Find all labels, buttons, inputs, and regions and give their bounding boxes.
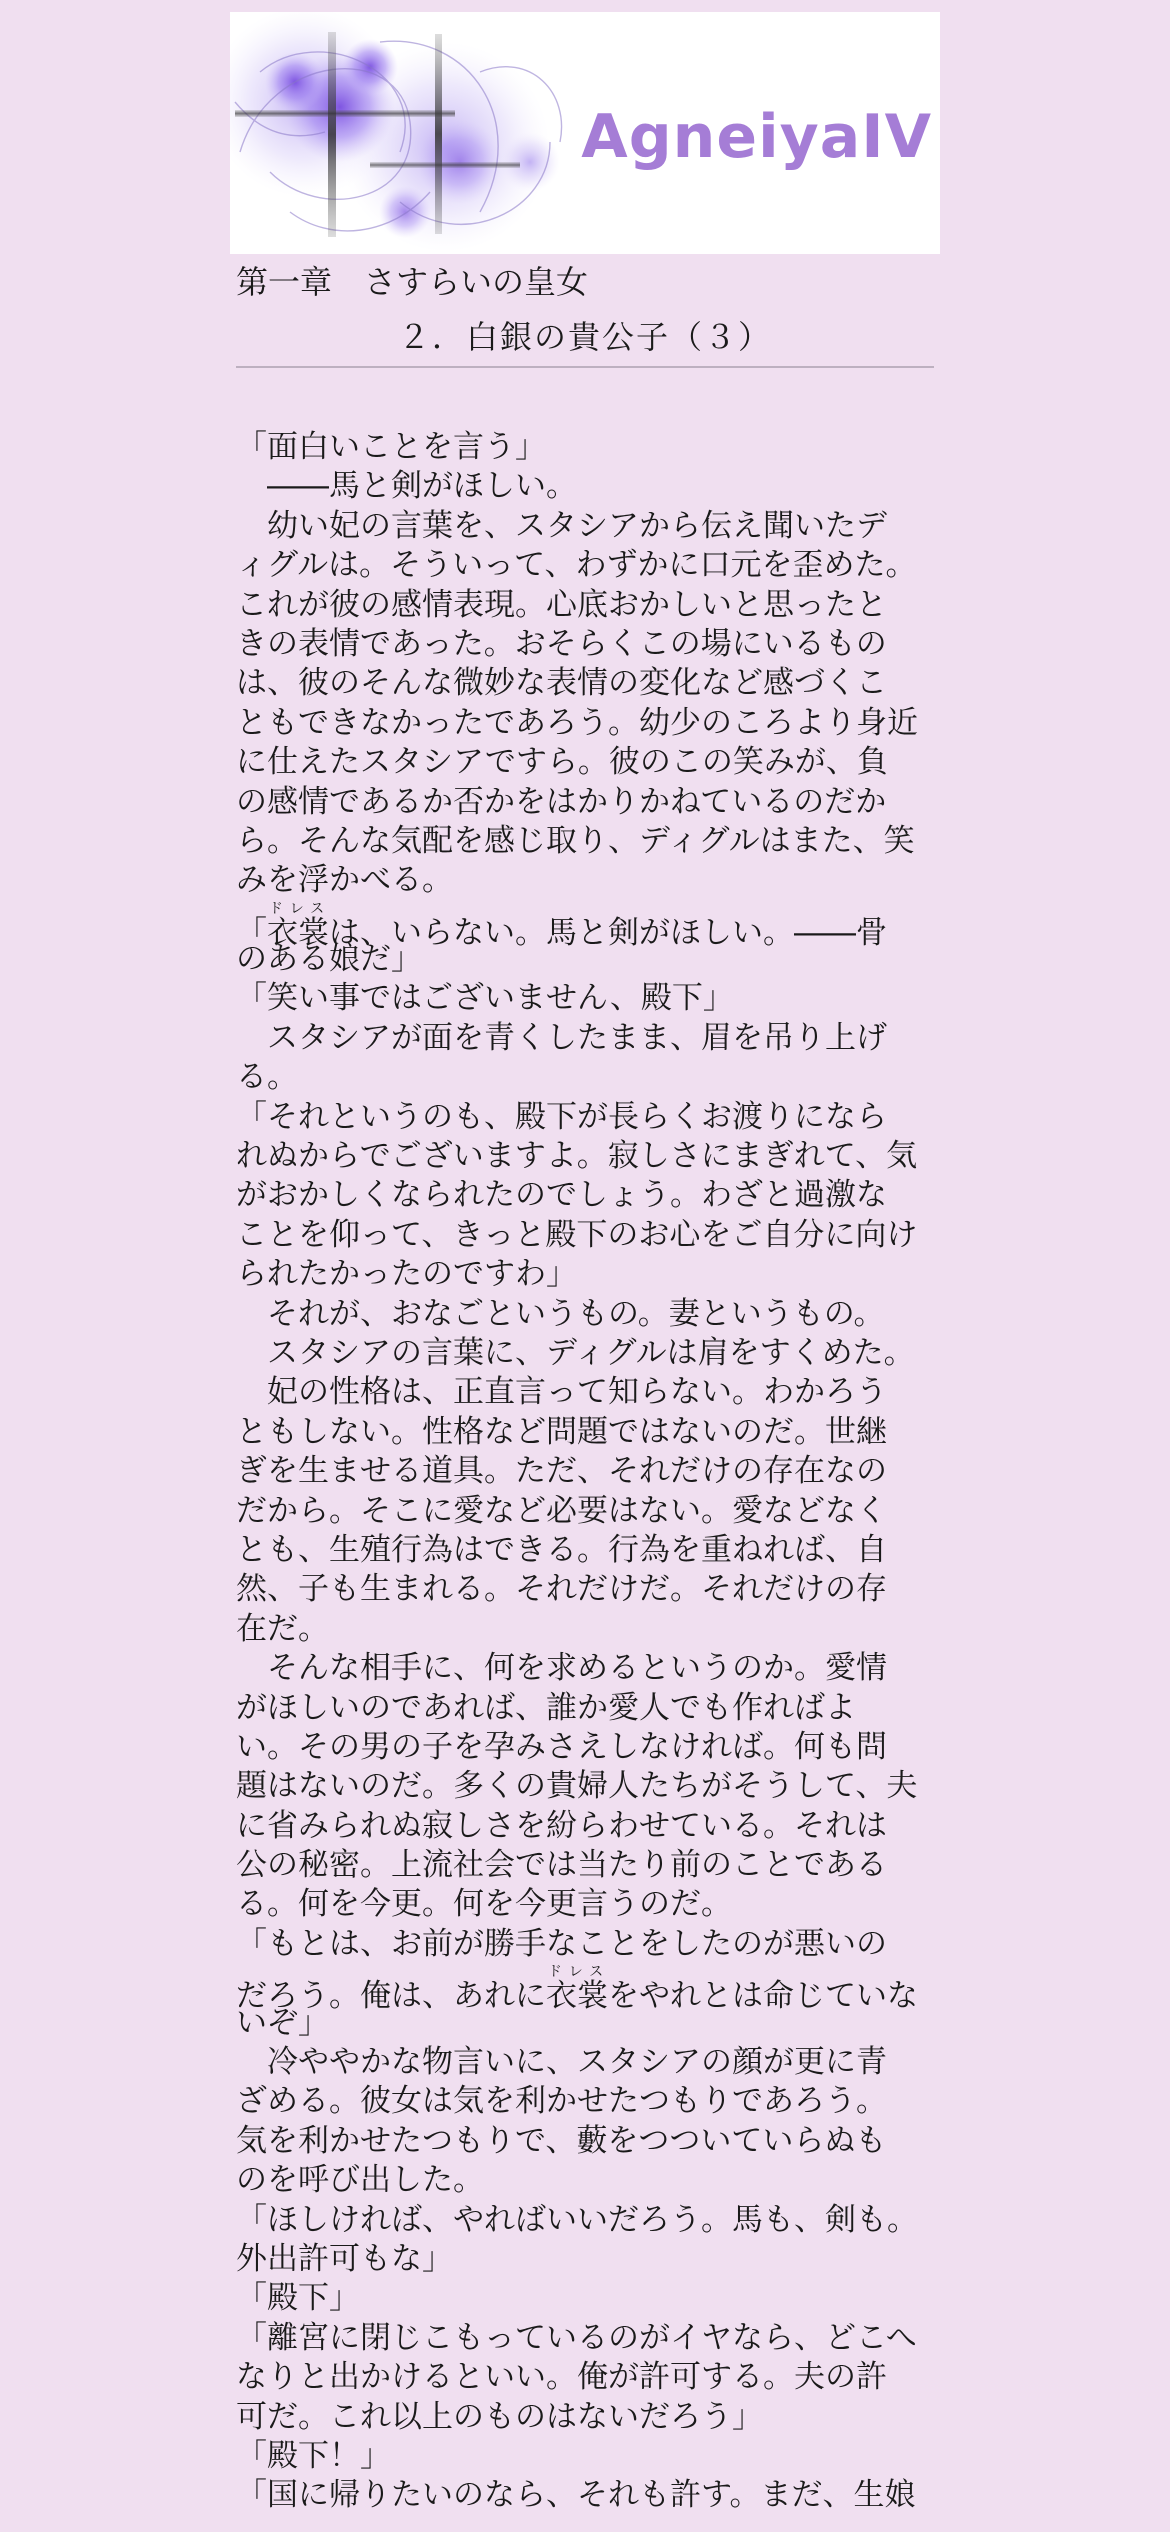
text-line: ともできなかったであろう。幼少のころより身近 [236,704,918,741]
text-line: 「離宮に閉じこもっているのがイヤなら、どこへ [236,2319,917,2356]
text-line: これが彼の感情表現。心底おかしいと思ったと [236,586,887,623]
ruby-word: 衣裳ドレス [546,1964,608,2015]
text-line: 「殿下」 [236,2280,360,2317]
novel-body [236,428,934,2516]
text-line: い。その男の子を孕みさえしなければ。何も問 [236,1728,887,1765]
text-line: に省みられぬ寂しさを紛らわせている。それは [236,1807,887,1844]
text-line: る。 [236,1059,298,1096]
title-divider [236,366,934,368]
text-line: は、彼のそんな微妙な表情の変化など感づくこ [236,665,887,702]
text-line-ruby: だろう。俺は、あれに衣裳ドレスをやれとは命じていな [236,1964,918,2015]
text-line: る。何を今更。何を今更言うのだ。 [236,1886,732,1923]
text-line: ――馬と剣がほしい。 [236,468,577,505]
text-line: ともしない。性格など問題ではないのだ。世継 [236,1413,887,1450]
site-title[interactable]: AgneiyaIV [581,102,932,172]
text-line: 「面白いことを言う」 [236,429,546,465]
text-line: 妃の性格は、正直言って知らない。わかろう [236,1374,887,1411]
text-line: 「笑い事ではございません、殿下」 [236,980,734,1017]
text-line: ら。そんな気配を感じ取り、ディグルはまた、笑 [236,822,915,859]
text-line: 幼い妃の言葉を、スタシアから伝え聞いたデ [236,507,887,544]
text-line: だから。そこに愛など必要はない。愛などなく [236,1492,887,1529]
site-banner[interactable] [230,12,940,254]
text-line: 公の秘密。上流社会では当たり前のことである [236,1847,887,1884]
text-line: 然、子も生まれる。それだけだ。それだけの存 [236,1571,887,1608]
text-line: なりと出かけるといい。俺が許可する。夫の許 [236,2359,887,2396]
text-line: がおかしくなられたのでしょう。わざと過激な [236,1177,887,1214]
text-line: 「それというのも、殿下が長らくお渡りになら [236,1098,887,1135]
text-line-ruby: 「衣裳ドレスは、いらない。馬と剣がほしい。――骨 [236,900,887,951]
text-line: スタシアの言葉に、ディグルは肩をすくめた。 [236,1334,915,1371]
text-line: ィグルは。そういって、わずかに口元を歪めた。 [236,547,917,584]
text-line: のを呼び出した。 [236,2162,484,2199]
text-line: れぬからでございますよ。寂しさにまぎれて、気 [236,1138,918,1175]
chapter-title [236,262,588,302]
chapter-label: 第一章 [236,263,333,301]
ruby-word: 衣裳ドレス [267,900,329,951]
text-line: られたかったのですわ」 [236,1256,577,1293]
text-line: 冷ややかな物言いに、スタシアの顔が更に青 [236,2044,887,2081]
text-line: 「国に帰りたいのなら、それも許す。まだ、生娘 [236,2477,916,2514]
text-line: ことを仰って、きっと殿下のお心をご自分に向け [236,1216,918,1253]
text-line: ざめる。彼女は気を利かせたつもりであろう。 [236,2083,887,2120]
section-title: ２．白銀の貴公子（３） [397,318,772,356]
text-line: いぞ」 [236,2004,329,2041]
text-line: 題はないのだ。多くの貴婦人たちがそうして、夫 [236,1768,918,1805]
text-line: がほしいのであれば、誰か愛人でも作ればよ [236,1689,856,1726]
text-line: 気を利かせたつもりで、藪をつついていらぬも [236,2122,887,2159]
text-line: 「もとは、お前が勝手なことをしたのが悪いの [236,1925,887,1962]
text-line: 「殿下！」 [236,2437,391,2474]
text-line: みを浮かべる。 [236,862,453,899]
text-line: 可だ。これ以上のものはないだろう」 [236,2398,763,2435]
text-line: 在だ。 [236,1610,329,1647]
chapter-name: さすらいの皇女 [364,263,589,301]
text-line: とも、生殖行為はできる。行為を重ねれば、自 [236,1531,887,1568]
text-line: そんな相手に、何を求めるというのか。愛情 [236,1650,887,1687]
text-line: 「ほしければ、やればいいだろう。馬も、剣も。 [236,2201,918,2238]
text-line: の感情であるか否かをはかりかねているのだか [236,783,887,820]
text-line: のある娘だ」 [236,941,422,978]
text-line: に仕えたスタシアですら。彼のこの笑みが、負 [236,744,888,781]
text-line: ぎを生ませる道具。ただ、それだけの存在なの [236,1453,887,1490]
text-line: スタシアが面を青くしたまま、眉を吊り上げ [236,1019,887,1056]
text-line: 外出許可もな」 [236,2240,453,2277]
text-line: きの表情であった。おそらくこの場にいるもの [236,625,887,662]
text-line: それが、おなごというもの。妻というもの。 [236,1295,885,1332]
